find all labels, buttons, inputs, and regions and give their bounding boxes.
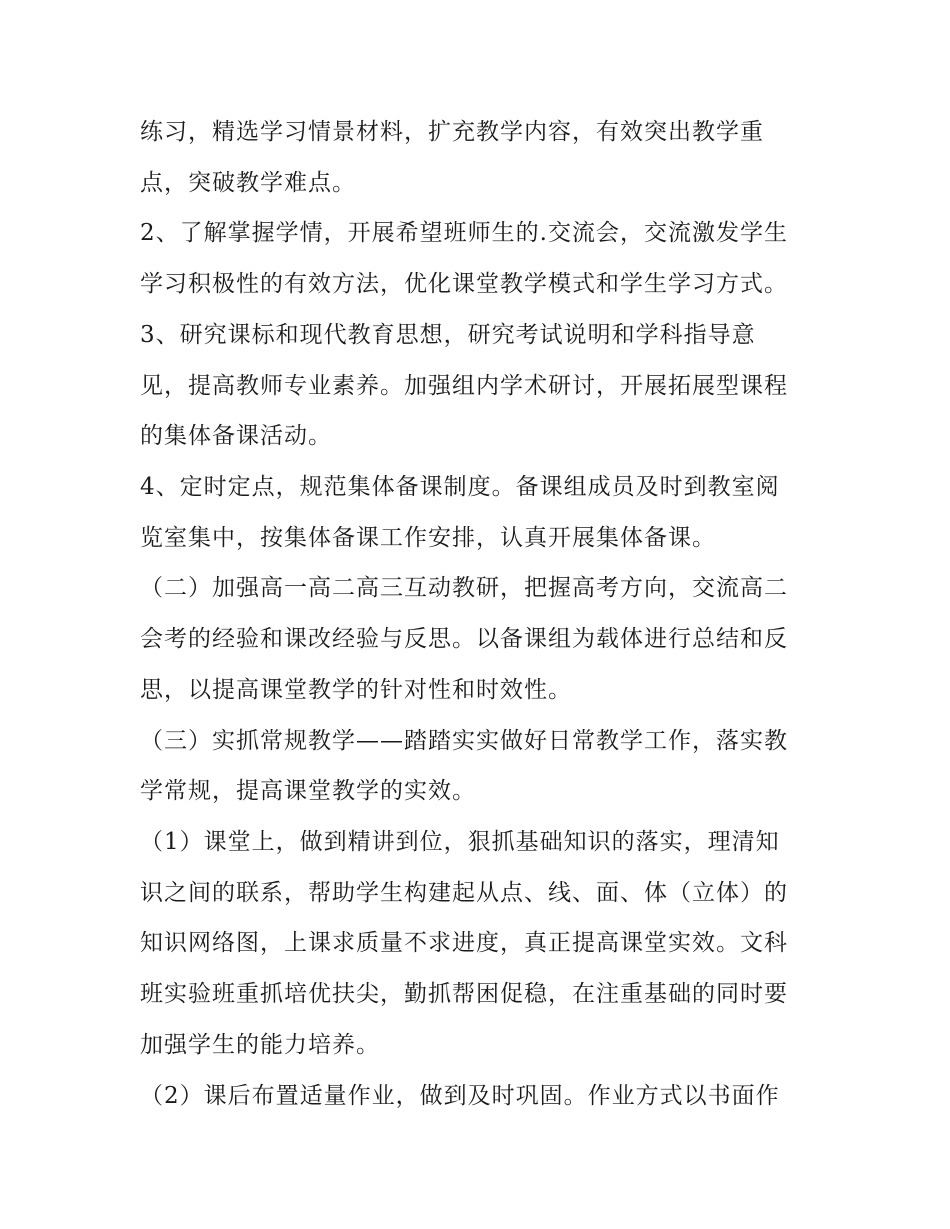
- text-line: 学习积极性的有效方法，优化课堂教学模式和学生学习方式。: [140, 271, 788, 297]
- text-line: （三）实抓常规教学——踏踏实实做好日常教学工作，落实教: [140, 728, 788, 754]
- text-line: 4、定时定点，规范集体备课制度。备课组成员及时到教室阅: [140, 474, 780, 500]
- text-line: 的集体备课活动。: [140, 423, 332, 449]
- text-line: 知识网络图，上课求质量不求进度，真正提高课堂实效。文科: [140, 930, 788, 956]
- text-line: 班实验班重抓培优扶尖，勤抓帮困促稳，在注重基础的同时要: [140, 981, 788, 1007]
- text-line: 练习，精选学习情景材料，扩充教学内容，有效突出教学重: [140, 119, 764, 145]
- text-line: 2、了解掌握学情，开展希望班师生的.交流会，交流激发学生: [140, 220, 788, 246]
- text-line: 点，突破教学难点。: [140, 170, 356, 196]
- text-line: 加强学生的能力培养。: [140, 1032, 380, 1058]
- text-line: （二）加强高一高二高三互动教研，把握高考方向，交流高二: [140, 575, 788, 601]
- text-line: 见，提高教师专业素养。加强组内学术研讨，开展拓展型课程: [140, 373, 788, 399]
- text-line: 3、研究课标和现代教育思想，研究考试说明和学科指导意: [140, 322, 756, 348]
- text-line: 思，以提高课堂教学的针对性和时效性。: [140, 677, 572, 703]
- text-line: 览室集中，按集体备课工作安排，认真开展集体备课。: [140, 525, 716, 551]
- text-line: 识之间的联系，帮助学生构建起从点、线、面、体（立体）的: [140, 880, 788, 906]
- text-line: （2）课后布置适量作业，做到及时巩固。作业方式以书面作: [140, 1083, 780, 1109]
- text-line: （1）课堂上，做到精讲到位，狠抓基础知识的落实，理清知: [140, 829, 780, 855]
- text-line: 会考的经验和课改经验与反思。以备课组为载体进行总结和反: [140, 626, 788, 652]
- text-line: 学常规，提高课堂教学的实效。: [140, 778, 476, 804]
